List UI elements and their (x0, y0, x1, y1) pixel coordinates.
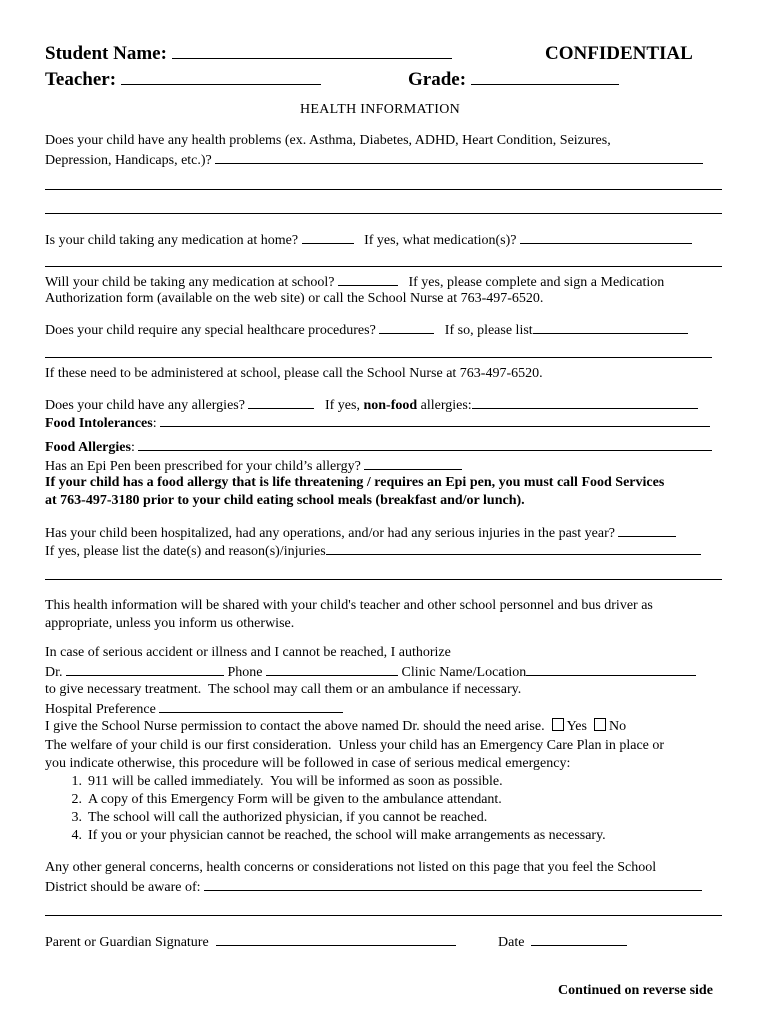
welfare-2: you indicate otherwise, this procedure will be followed in case of serious medical emergency: (45, 756, 571, 771)
allergies-followup-b: non-food (363, 398, 418, 413)
date-label: Date (498, 935, 525, 950)
step-text: If you or your physician cannot be reached, the school will make arrangements as necessary. (88, 828, 606, 843)
med-school-row (45, 272, 664, 292)
health-problems-field[interactable] (215, 150, 703, 164)
phone-label: Phone (227, 665, 263, 680)
allergies-followup-a: If yes, (324, 398, 360, 413)
food-allergies-label: Food Allergies (45, 440, 131, 455)
hospitalized-list-field[interactable] (326, 541, 701, 555)
concerns-row (45, 877, 702, 897)
no-checkbox[interactable] (594, 718, 606, 731)
hospitalized-list-label: If yes, please list the date(s) and reason(s)/injuries (45, 544, 326, 559)
procedures-question: Does your child require any special healthcare procedures? (45, 323, 376, 338)
med-school-line2: Authorization form (available on the web site) or call the School Nurse at 763-497-6520. (45, 291, 544, 306)
health-problems-q1: Does your child have any health problems (ex. Asthma, Diabetes, ADHD, Heart Condition, Seizures, (45, 133, 611, 148)
permission-text: I give the School Nurse permission to contact the above named Dr. should the need arise. (45, 719, 545, 734)
signature-field[interactable] (216, 932, 456, 946)
hospitalized-line-2[interactable] (45, 579, 722, 580)
epi-pen-row (45, 456, 462, 476)
emergency-step (60, 809, 606, 827)
student-name-row (45, 42, 452, 66)
signature-label: Parent or Guardian Signature (45, 935, 209, 950)
yes-checkbox[interactable] (552, 718, 564, 731)
procedures-note: If these need to be administered at school, please call the School Nurse at 763-497-6520. (45, 366, 543, 381)
med-school-field[interactable] (338, 272, 398, 286)
concerns-2: District should be aware of: (45, 880, 201, 895)
grade-label: Grade: (408, 69, 467, 90)
epi-pen-field[interactable] (364, 456, 462, 470)
hospital-row (45, 699, 343, 719)
health-problems-q2-row (45, 150, 703, 170)
emergency-steps (60, 773, 606, 845)
teacher-row (45, 68, 321, 92)
emergency-step (60, 791, 606, 809)
food-allergy-warning-1: If your child has a food allergy that is life threatening / requires an Epi pen, you must call Food Services (45, 475, 665, 490)
step-number: 3. (71, 810, 82, 825)
hospital-label: Hospital Preference (45, 702, 156, 717)
hospital-field[interactable] (159, 699, 343, 713)
doctor-label: Dr. (45, 665, 63, 680)
section-title: HEALTH INFORMATION (300, 102, 461, 117)
date-row (498, 932, 627, 952)
signature-row (45, 932, 456, 952)
non-food-allergies-field[interactable] (472, 395, 698, 409)
food-allergies-row: Food Allergies: (45, 437, 712, 457)
allergies-followup-c: allergies: (417, 398, 472, 413)
share-note-1: This health information will be shared with your child's teacher and other school personnel and bus driver as (45, 598, 653, 613)
food-intolerances-field[interactable] (160, 413, 710, 427)
med-home-followup: If yes, what medication(s)? (364, 233, 517, 248)
allergies-field[interactable] (248, 395, 314, 409)
procedures-row (45, 320, 688, 340)
med-school-followup: If yes, please complete and sign a Medication (408, 275, 665, 290)
treatment-note: to give necessary treatment. The school may call them or an ambulance if necessary. (45, 682, 522, 697)
hospitalized-row (45, 523, 676, 543)
med-home-list-field[interactable] (520, 230, 692, 244)
food-allergy-warning-2: at 763-497-3180 prior to your child eating school meals (breakfast and/or lunch). (45, 493, 525, 508)
procedures-field[interactable] (379, 320, 434, 334)
emergency-intro: In case of serious accident or illness and I cannot be reached, I authorize (45, 645, 451, 660)
med-home-row (45, 230, 692, 250)
step-number: 2. (71, 792, 82, 807)
confidential-label: CONFIDENTIAL (545, 43, 693, 64)
med-home-question: Is your child taking any medication at home? (45, 233, 299, 248)
hospitalized-field[interactable] (618, 523, 676, 537)
step-text: A copy of this Emergency Form will be given to the ambulance attendant. (88, 792, 502, 807)
med-home-field[interactable] (302, 230, 354, 244)
doctor-field[interactable] (66, 662, 224, 676)
concerns-1: Any other general concerns, health concerns or considerations not listed on this page that you feel the School (45, 860, 657, 875)
emergency-step (60, 773, 606, 791)
procedures-followup: If so, please list (444, 323, 533, 338)
doctor-row (45, 662, 696, 682)
clinic-label: Clinic Name/Location (401, 665, 527, 680)
med-home-line-2[interactable] (45, 266, 722, 267)
health-problems-line-2[interactable] (45, 189, 722, 190)
step-text: 911 will be called immediately. You will be informed as soon as possible. (88, 774, 503, 789)
step-text: The school will call the authorized physician, if you cannot be reached. (88, 810, 488, 825)
allergies-question: Does your child have any allergies? (45, 398, 245, 413)
concerns-field[interactable] (204, 877, 702, 891)
grade-field[interactable] (471, 71, 619, 85)
no-label: No (608, 719, 627, 734)
continued-note: Continued on reverse side (558, 983, 713, 998)
permission-row (45, 718, 626, 736)
student-name-label: Student Name: (45, 43, 167, 64)
teacher-label: Teacher: (45, 69, 117, 90)
step-number: 4. (71, 828, 82, 843)
share-note-2: appropriate, unless you inform us otherwise. (45, 616, 295, 631)
yes-label: Yes (566, 719, 587, 734)
health-problems-line-3[interactable] (45, 213, 722, 214)
food-intolerances-row: Food Intolerances: (45, 413, 710, 433)
procedures-list-field[interactable] (533, 320, 688, 334)
emergency-step (60, 827, 606, 845)
food-allergies-field[interactable] (138, 437, 712, 451)
date-field[interactable] (531, 932, 627, 946)
med-school-question: Will your child be taking any medication at school? (45, 275, 335, 290)
procedures-line-2[interactable] (45, 357, 712, 358)
concerns-line-2[interactable] (45, 915, 722, 916)
epi-pen-question: Has an Epi Pen been prescribed for your child’s allergy? (45, 459, 361, 474)
hospitalized-list-row (45, 541, 701, 561)
hospitalized-question: Has your child been hospitalized, had any operations, and/or had any serious injuries in the past year? (45, 526, 615, 541)
health-problems-q2: Depression, Handicaps, etc.)? (45, 153, 212, 168)
teacher-field[interactable] (121, 71, 321, 85)
food-intolerances-label: Food Intolerances (45, 416, 153, 431)
step-number: 1. (71, 774, 82, 789)
student-name-field[interactable] (172, 45, 452, 59)
welfare-1: The welfare of your child is our first consideration. Unless your child has an Emergency Care Plan in place or (45, 738, 665, 753)
grade-row (408, 68, 619, 92)
allergies-row (45, 395, 698, 415)
phone-field[interactable] (266, 662, 398, 676)
clinic-field[interactable] (526, 662, 696, 676)
